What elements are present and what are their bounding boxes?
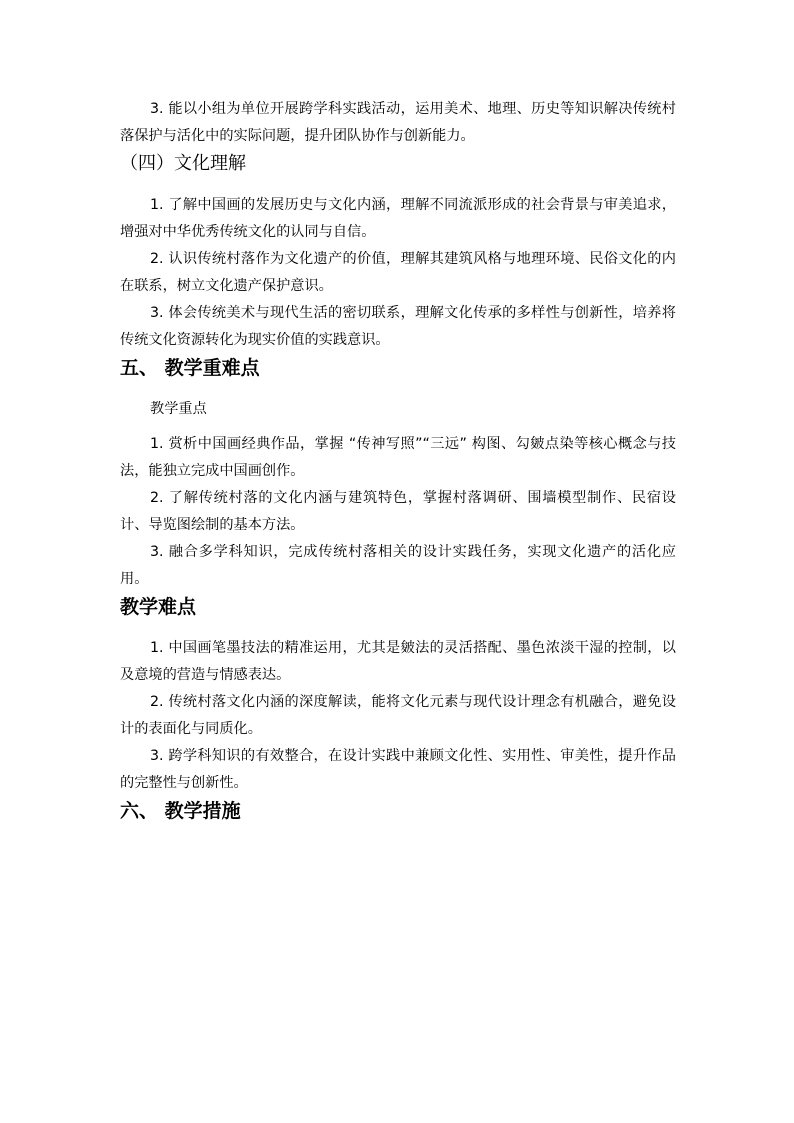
document-body [120, 96, 676, 839]
heading-difficulties: 教学难点 [120, 596, 197, 618]
paragraph-diff-3: 3. 跨学科知识的有效整合，在设计实践中兼顾文化性、实用性、审美性，提升作品的完整性与创新性。 [120, 748, 676, 791]
paragraph-key-2: 2. 了解传统村落的文化内涵与建筑特色，掌握村落调研、围墙模型制作、民宿设计、导览图绘制的基本方法。 [120, 490, 676, 533]
paragraph-culture-1: 1. 了解中国画的发展历史与文化内涵，理解不同流派形成的社会背景与审美追求，增强对中华优秀传统文化的认同与自信。 [120, 197, 676, 240]
paragraph-key-3: 3. 融合多学科知识，完成传统村落相关的设计实践任务，实现文化遗产的活化应用。 [120, 544, 676, 587]
heading-section-6: 六、 教学措施 [120, 800, 241, 822]
paragraph-skill-3: 3. 能以小组为单位开展跨学科实践活动，运用美术、地理、历史等知识解决传统村落保护与活化中的实际问题，提升团队协作与创新能力。 [120, 101, 676, 144]
heading-section-5: 五、 教学重难点 [120, 357, 260, 379]
paragraph-diff-2: 2. 传统村落文化内涵的深度解读，能将文化元素与现代设计理念有机融合，避免设计的表面化与同质化。 [120, 694, 676, 737]
paragraph-diff-1: 1. 中国画笔墨技法的精准运用，尤其是皴法的灵活搭配、墨色浓淡干湿的控制，以及意境的营造与情感表达。 [120, 640, 676, 683]
paragraph-key-1: 1. 赏析中国画经典作品，掌握 “传神写照”“三远” 构图、勾皴点染等核心概念与技法，能独立完成中国画创作。 [120, 436, 676, 479]
label-key-points: 教学重点 [150, 401, 207, 417]
heading-culture-understanding: （四）文化理解 [120, 153, 246, 174]
paragraph-culture-2: 2. 认识传统村落作为文化遗产的价值，理解其建筑风格与地理环境、民俗文化的内在联系，树立文化遗产保护意识。 [120, 251, 676, 294]
paragraph-culture-3: 3. 体会传统美术与现代生活的密切联系，理解文化传承的多样性与创新性，培养将传统文化资源转化为现实价值的实践意识。 [120, 305, 676, 348]
